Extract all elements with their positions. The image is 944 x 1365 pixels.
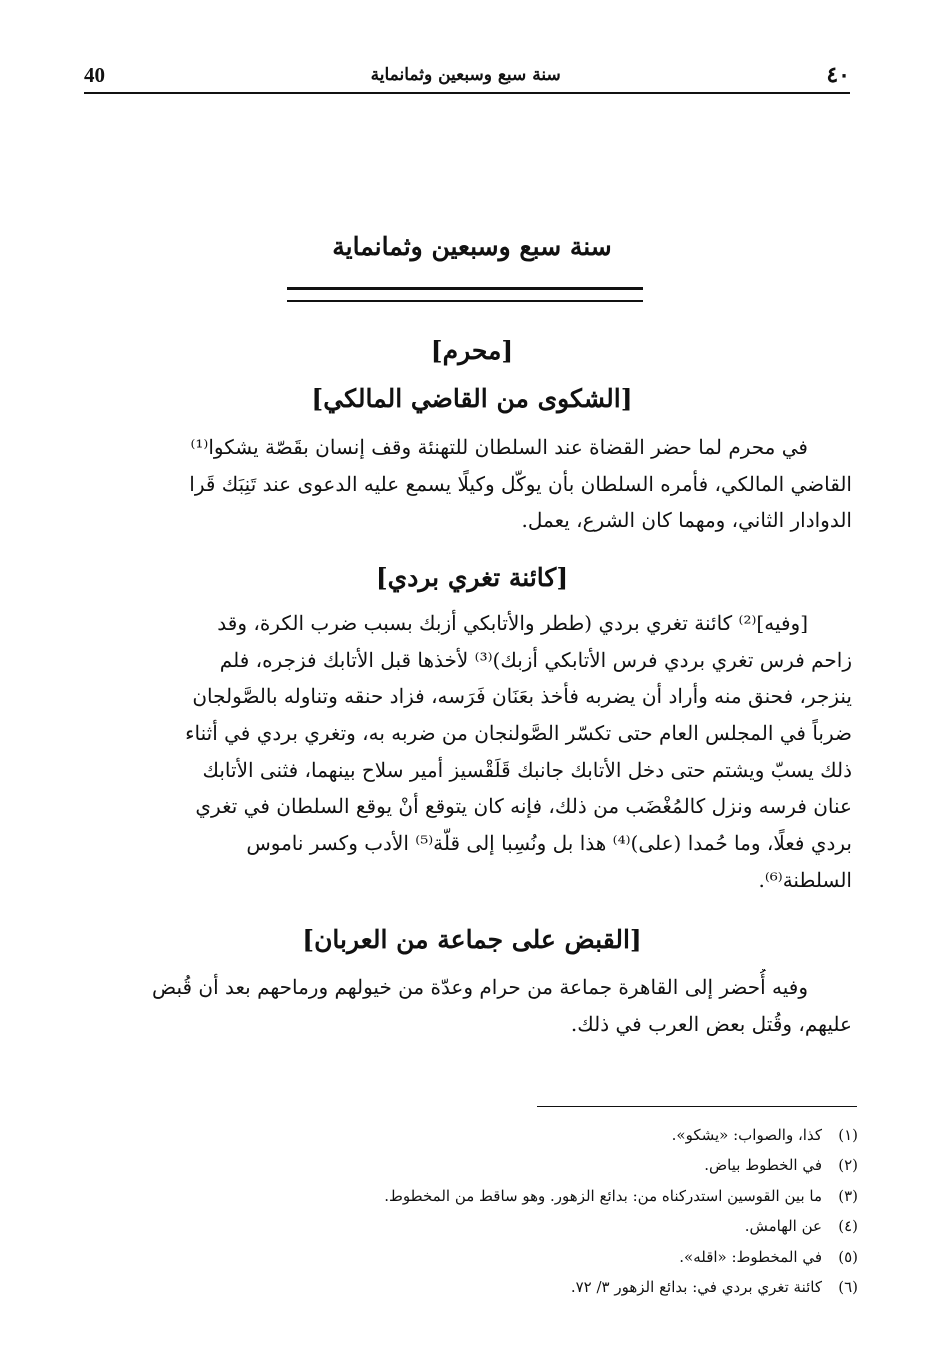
page-header [84,58,850,94]
footnote-text: كائنة تغري بردي في: بدائع الزهور ٣/ ٧٢. [570,1278,822,1297]
paragraph-taghri-birdi [82,605,852,899]
footnote [158,1272,858,1302]
footnote-text: كذا، والصواب: «يشكو». [671,1126,822,1144]
text-line: ضرباً في المجلس العام حتى تكسّر الصَّولنجان من ضربه به، وتغري بردي في أثناء [185,721,852,746]
section-heading-month: [محرم] [430,336,514,365]
footnote [158,1150,858,1180]
footnote-number: (٢) [838,1156,858,1175]
paragraph-complaint [82,429,852,539]
text-line: القاضي المالكي، فأمره السلطان بأن يوكّل وكيلًا يسمع عليه الدعوى عند تَنِبَك قَرا [189,471,852,496]
text-line: ينزجر، فحنق منه وأراد أن يضربه فأخذ بعَنَان فَرَسه، فزاد حنقه وتناوله بالصَّولجان [192,684,852,709]
text-line: [وفيه]⁽²⁾ كائنة تغري بردي (ططر والأتابكي أزبك بسبب ضرب الكرة، وقد [217,611,808,635]
footnote [158,1211,858,1241]
text-line: زاحم فرس تغري بردي فرس الأتابكي أزبك)⁽³⁾ لأخذها قبل الأتابك فزجره، فلم [219,647,852,672]
title-double-rule [287,287,643,302]
text-line: عليهم، وقُتل بعض العرب في ذلك. [570,1011,852,1036]
text-line: عنان فرسه ونزل كالمُغْضَب من ذلك، فإنه كان يتوقع أنْ يوقع السلطان في تغري [195,794,852,819]
footnote-text: في الخطوط بياض. [704,1156,822,1175]
page-number-latin: 40 [84,62,105,87]
text-line: ذلك يسبّ ويشتم حتى دخل الأتابك جانبك قَلَقْسيز أمير سلاح بينهما، فثنى الأتابك [202,757,852,782]
footnote-text: عن الهامش. [744,1217,822,1236]
footnote-text: في المخطوط: «اقله». [679,1247,822,1266]
text-line: الدوادار الثاني، ومهما كان الشرع، يعمل. [521,508,852,533]
paragraph-arabs [82,969,852,1042]
running-title: سنة سبع وسبعين وثمانماية [370,65,561,85]
footnote-number: (٣) [838,1186,858,1205]
section-heading-complaint: [الشكوى من القاضي المالكي] [311,384,633,413]
text-line: في محرم لما حضر القضاة عند السلطان للتهنئة وقف إنسان بقَصّة يشكوا⁽¹⁾ [190,435,808,459]
footnote-number: (٤) [838,1217,858,1236]
text-line: بردي فعلًا، وما حُمدا (على)⁽⁴⁾ هذا بل ونُسِبا إلى قلّة⁽⁵⁾ الأدب وكسر ناموس [246,831,852,856]
footnote [158,1181,858,1211]
section-heading-taghri-birdi: [كائنة تغري بردي] [375,563,569,592]
footnote-number: (٦) [838,1278,858,1297]
footnotes [158,1120,858,1302]
footnote-number: (٥) [838,1247,858,1266]
section-heading-arabs: [القبض على جماعة من العربان] [302,925,642,954]
footnote-text: ما بين القوسين استدركناه من: بدائع الزهور. وهو ساقط من المخطوط. [384,1186,822,1205]
text-line: السلطنة⁽⁶⁾. [758,867,852,892]
footnote-separator [537,1106,857,1107]
page-number-arabic: ٤٠ [826,62,850,88]
footnote [158,1120,858,1150]
footnote [158,1242,858,1272]
footnote-number: (١) [838,1126,858,1144]
chapter-title: سنة سبع وسبعين وثمانماية [332,232,612,261]
text-line: وفيه أُحضر إلى القاهرة جماعة من حرام وعدّة من خيولهم ورماحهم بعد أن قُبض [151,975,808,999]
